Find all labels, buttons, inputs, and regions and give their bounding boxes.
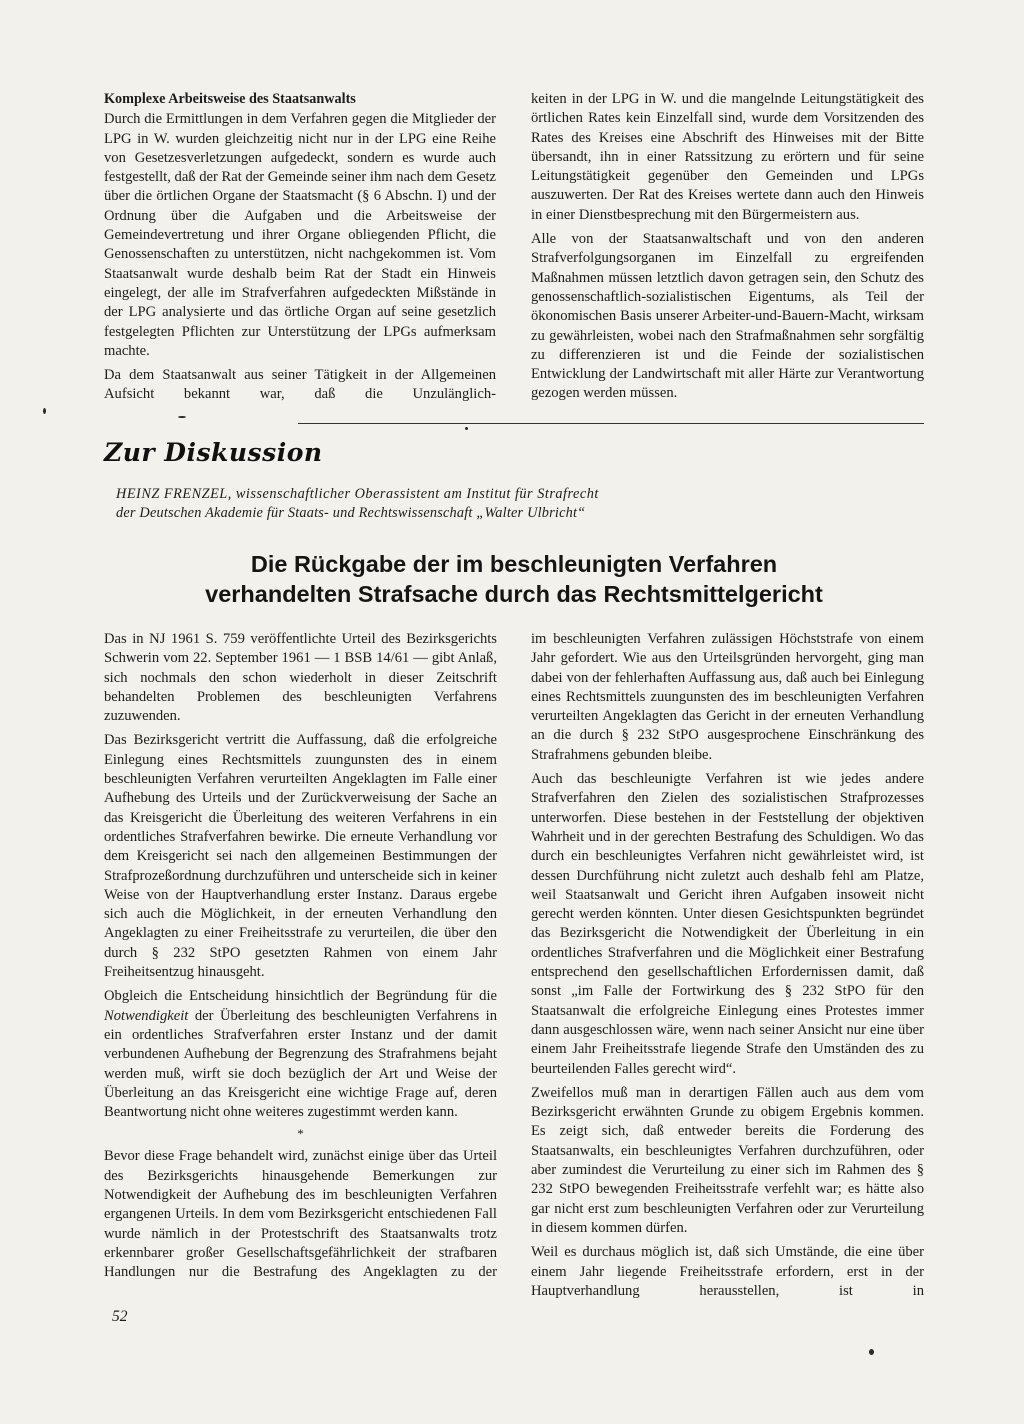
article-right-column: [531, 630, 924, 1301]
paragraph: im beschleunigten Verfahren zulässigen Höchststrafe von einem Jahr gefordert. Wie aus den Urteilsgründen hervorgeht, ging man dabei von der fehlerhaften Auffassung aus, daß auch bei Einlegung eines Rechtsmittels zuungunsten des im beschleunigten Verfahren verurteilten Angeklagten das Gericht in der erneuten Verhandlung an die durch § 232 StPO ausgesprochene Einschränkung des Strafrahmens gebunden bleibe.: [531, 631, 924, 763]
print-speck: [869, 1349, 874, 1355]
paragraph: [104, 987, 497, 1122]
paragraph: Bevor diese Frage behandelt wird, zunächst einige über das Urteil des Bezirksgerichts hinausgehende Bemerkungen zur Notwendigkeit der Aufhebung des im beschleunigten Verfahren ergangenen Urteils. In dem vom Bezirksgericht entschiedenen Fall wurde nämlich in der Protestschrift des Staatsanwalts trotz erkennbarer großer Gesellschaftsgefährlichkeit der strafbaren Handlungen nur die Bestrafung des Angeklagten zu der: [104, 1148, 497, 1281]
text-run: Obgleich die Entscheidung hinsichtlich der Begründung für die: [104, 988, 497, 1005]
article-title-line: verhandelten Strafsache durch das Rechtsmittelgericht: [205, 581, 823, 607]
paragraph: Weil es durchaus möglich ist, daß sich Umstände, die eine über einem Jahr liegende Freiheitsstrafe erfordern, erst in der Hauptverhandlung herausstellen, ist in: [531, 1244, 924, 1299]
article-left-column: [104, 630, 497, 1283]
article-title: [104, 549, 924, 609]
section-separator: *: [297, 1126, 304, 1142]
paragraph: Auch das beschleunigte Verfahren ist wie jedes andere Strafverfahren den Zielen des sozialistischen Strafprozesses unterworfen. Diese bestehen in der Feststellung der objektiven Wahrheit und in der gerechten Bestrafung des Schuldigen. Wo das durch ein beschleunigtes Verfahren nicht gewährleistet wird, ist dessen Durchführung nicht zuletzt auch deshalb fehl am Platze, weil Staatsanwalt und Gericht ihren Aufgaben insoweit nicht gerecht werden könnten. Unter diesen Gesichtspunkten begründet das Bezirksgericht die Notwendigkeit der Überleitung in ein ordentliches Strafverfahren und die Möglichkeit einer Bestrafung entsprechend den gesellschaftlichen Erfordernissen damit, daß sonst „im Falle der Fortwirkung des § 232 StPO für den Staatsanwalt die erfolgreiche Einlegung eines Protestes immer dann ausgeschlossen wäre, wenn nach seiner Ansicht nur eine über einem Jahr Freiheitsstrafe liegende Strafe den Umständen des zu beurteilenden Falles gerecht wird“.: [531, 771, 924, 1077]
paragraph: Zweifellos muß man in derartigen Fällen auch aus dem vom Bezirksgericht erwähnten Grunde zu obigem Ergebnis kommen. Es zeigt sich, daß entweder bereits die Forderung des Staatsanwalts, ein beschleunigtes Verfahren durchzuführen, oder aber zumindest die Verurteilung zu einer sich im Rahmen des § 232 StPO bewegenden Freiheitsstrafe verfehlt war; es hätte also gar nicht erst zum beschleunigten Verfahren oder zur Verurteilung in diesem kommen dürfen.: [531, 1084, 924, 1236]
paragraph: Durch die Ermittlungen in dem Verfahren gegen die Mitglieder der LPG in W. wurden gleichzeitig nicht nur in der LPG eine Reihe von Gesetzesverletzungen aufgedeckt, sondern es wurde auch festgestellt, daß der Rat der Gemeinde seiner ihm nach dem Gesetz über die örtlichen Organe der Staatsmacht (§ 6 Abschn. I) und der Ordnung über die Aufgaben und die Arbeitsweise der Gemeindevertretung und ihrer Organe obliegenden Pflicht, die Genossenschaften zu unterstützen, nicht nachgekommen ist. Vom Staatsanwalt wurde deshalb beim Rat der Stadt ein Hinweis eingelegt, der alle im Strafverfahren aufgedeckten Mißstände in der LPG analysierte und das örtliche Organ auf seine gesetzlich festgelegten Pflichten zur Unterstützung der LPGs aufmerksam machte.: [104, 111, 496, 359]
section-heading: Komplexe Arbeitsweise des Staatsanwalts: [104, 91, 356, 107]
byline-line: HEINZ FRENZEL, wissenschaftlicher Oberassistent am Institut für Strafrecht: [116, 486, 599, 502]
top-left-column: [104, 90, 496, 405]
top-right-column: [531, 90, 924, 404]
text-run: der Überleitung des beschleunigten Verfahrens in ein ordentliches Strafverfahren erster Instanz und der damit verbundenen Aufhebung der Begrenzung des Strafrahmens bejaht werden muß, wirft sie doch bezüglich der Art und Weise der Überleitung an das Kreisgericht eine wichtige Frage auf, deren Beantwortung nicht ohne weiteres zugestimmt werden kann.: [104, 1007, 497, 1121]
print-speck: [465, 427, 468, 430]
print-speck: [43, 408, 46, 414]
section-divider: [298, 423, 924, 424]
print-speck: [178, 416, 186, 418]
author-byline: [104, 485, 924, 523]
paragraph: Das Bezirksgericht vertritt die Auffassung, daß die erfolgreiche Einlegung eines Rechtsmittels zuungunsten des in einem beschleunigten Verfahren verurteilten Angeklagten im Falle einer Aufhebung des Urteils und der Zurückverweisung der Sache an das Kreisgericht die Überleitung des weiteren Verfahrens in ein ordentliches Strafverfahren bewirke. Die erneute Verhandlung vor dem Kreisgericht sei nach den allgemeinen Bestimmungen der Strafprozeßordnung durchzuführen und unterscheide sich in keiner Weise von der Hauptverhandlung erster Instanz. Daraus ergebe sich auch die Möglichkeit, in der erneuten Verhandlung den Angeklagten zu einer Freiheitsstrafe zu verurteilen, die über den durch § 232 StPO gesetzten Rahmen von einem Jahr Freiheitsentzug hinausgeht.: [104, 732, 497, 981]
page-number: 52: [112, 1308, 128, 1325]
paragraph: Das in NJ 1961 S. 759 veröffentlichte Urteil des Bezirksgerichts Schwerin vom 22. September 1961 — 1 BSB 14/61 — gibt Anlaß, sich nochmals den schon wiederholt in dieser Zeitschrift behandelten Problemen des beschleunigten Verfahrens zuzuwenden.: [104, 631, 497, 725]
section-title: Zur Diskussion: [104, 438, 323, 467]
byline-line: der Deutschen Akademie für Staats- und Rechtswissenschaft „Walter Ulbricht“: [116, 505, 586, 521]
paragraph: keiten in der LPG in W. und die mangelnde Leitungstätigkeit des örtlichen Rates kein Einzelfall sind, wurde dem Vorsitzenden des Rates des Kreises eine Abschrift des Hinweises mit der Bitte übersandt, ihn in einer Ratssitzung zu erörtern und für seine Leitungstätigkeit gegenüber den Gemeinden und LPGs auszuwerten. Der Rat des Kreises wertete dann auch den Hinweis in einer Dienstbesprechung mit den Bürgermeistern aus.: [531, 91, 924, 223]
paragraph: Alle von der Staatsanwaltschaft und von den anderen Strafverfolgungsorganen im Einzelfall zu ergreifenden Maßnahmen müssen letztlich davon getragen sein, den Schutz des genossenschaftlich-sozialistischen Eigentums, als Teil der ökonomischen Basis unserer Arbeiter-und-Bauern-Macht, wirksam zu gewährleisten, wobei nach den Strafmaßnahmen sehr sorgfältig zu differenzieren ist und die Feinde der sozialistischen Entwicklung der Landwirtschaft mit aller Härte zur Verantwortung gezogen werden müssen.: [531, 231, 924, 402]
paragraph: Da dem Staatsanwalt aus seiner Tätigkeit in der Allgemeinen Aufsicht bekannt war, daß die Unzulänglich-: [104, 367, 496, 403]
article-title-line: Die Rückgabe der im beschleunigten Verfahren: [250, 551, 778, 577]
emphasized-text: Notwendigkeit: [104, 1007, 189, 1024]
